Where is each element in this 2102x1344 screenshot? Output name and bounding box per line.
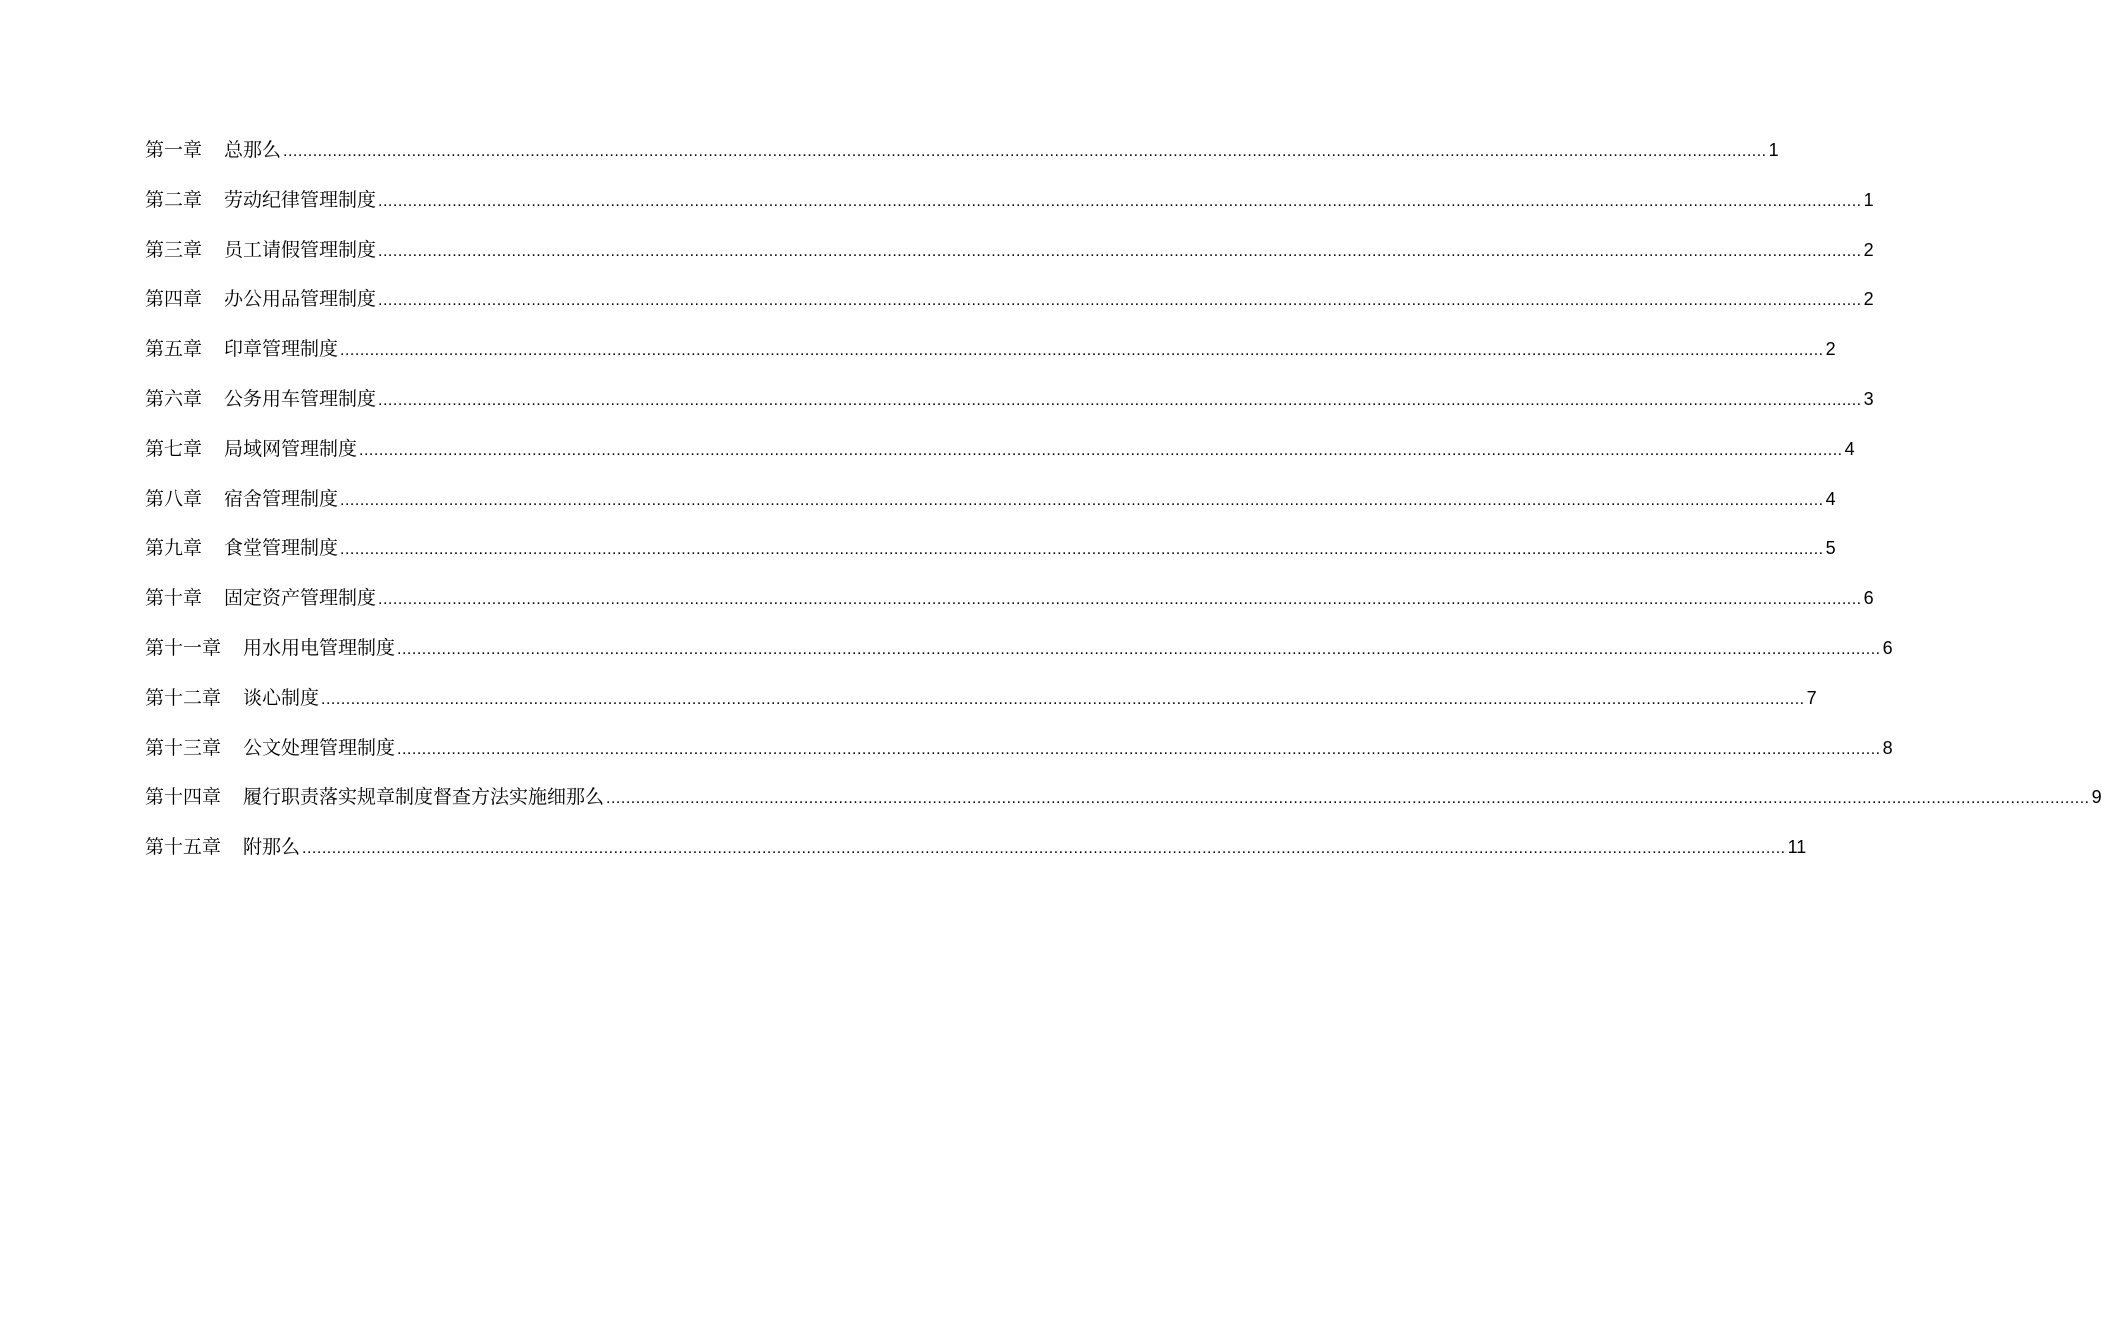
chapter-title: 劳动纪律管理制度: [224, 188, 377, 211]
chapter-title: 用水用电管理制度: [243, 636, 396, 659]
page-number: 1: [1863, 189, 1874, 210]
chapter-number: 第十章: [145, 587, 203, 610]
dot-leader: ............................................................................................................................................................................................................................................................................................................: [397, 740, 1881, 758]
toc-entry[interactable]: [145, 384, 1874, 434]
chapter-title: 局域网管理制度: [224, 437, 358, 460]
chapter-number: 第四章: [145, 288, 203, 311]
toc-entry[interactable]: [145, 235, 1874, 285]
chapter-title: 公文处理管理制度: [243, 736, 396, 759]
chapter-number: 第十四章: [145, 786, 222, 809]
dot-leader: ............................................................................................................................................................................................................................................................................................................: [321, 690, 1805, 708]
page-number: 2: [1863, 239, 1874, 260]
chapter-number: 第一章: [145, 139, 203, 161]
chapter-number: 第九章: [145, 537, 203, 560]
table-of-contents: [145, 135, 2102, 882]
page-number: 8: [1882, 737, 1893, 758]
toc-entry[interactable]: [145, 484, 1836, 534]
chapter-number: 第二章: [145, 188, 203, 211]
toc-entry[interactable]: [145, 832, 1807, 882]
toc-entry[interactable]: [145, 683, 1817, 733]
chapter-number: 第十三章: [145, 736, 222, 759]
dot-leader: ............................................................................................................................................................................................................................................................................................................: [378, 192, 1862, 210]
dot-leader: ............................................................................................................................................................................................................................................................................................................: [378, 242, 1862, 260]
chapter-title: 宿舍管理制度: [224, 487, 339, 510]
dot-leader: ............................................................................................................................................................................................................................................................................................................: [378, 391, 1862, 409]
page-number: 6: [1882, 637, 1893, 658]
page-number: 5: [1825, 538, 1836, 559]
toc-entry[interactable]: [145, 583, 1874, 633]
chapter-number: 第十五章: [145, 836, 222, 859]
dot-leader: ............................................................................................................................................................................................................................................................................................................: [359, 441, 1843, 459]
chapter-number: 第五章: [145, 338, 203, 361]
chapter-title: 总那么: [224, 139, 282, 161]
dot-leader: ............................................................................................................................................................................................................................................................................................................: [378, 591, 1862, 609]
chapter-title: 谈心制度: [243, 686, 320, 709]
chapter-title: 附那么: [243, 836, 301, 859]
page-number: 11: [1787, 837, 1807, 858]
page-number: 9: [2091, 787, 2102, 808]
page-number: 1: [1768, 140, 1779, 160]
toc-entry[interactable]: [145, 782, 2102, 832]
chapter-number: 第七章: [145, 437, 203, 460]
chapter-title: 公务用车管理制度: [224, 387, 377, 410]
chapter-number: 第十二章: [145, 686, 222, 709]
page-number: 7: [1806, 687, 1817, 708]
chapter-title: 固定资产管理制度: [224, 587, 377, 610]
chapter-title: 履行职责落实规章制度督查方法实施细那么: [243, 786, 605, 809]
toc-entry[interactable]: [145, 533, 1836, 583]
page-number: 4: [1825, 488, 1836, 509]
page-number: 4: [1844, 438, 1855, 459]
toc-entry[interactable]: [145, 185, 1874, 235]
dot-leader: ............................................................................................................................................................................................................................................................................................................: [378, 292, 1862, 310]
toc-entry[interactable]: [145, 733, 1893, 783]
chapter-title: 员工请假管理制度: [224, 238, 377, 261]
chapter-number: 第八章: [145, 487, 203, 510]
dot-leader: ............................................................................................................................................................................................................................................................................................................: [283, 143, 1767, 160]
chapter-number: 第六章: [145, 387, 203, 410]
chapter-title: 办公用品管理制度: [224, 288, 377, 311]
chapter-number: 第十一章: [145, 636, 222, 659]
dot-leader: ............................................................................................................................................................................................................................................................................................................: [340, 342, 1824, 360]
toc-entry[interactable]: [145, 434, 1855, 484]
page-number: 2: [1825, 339, 1836, 360]
toc-entry[interactable]: [145, 334, 1836, 384]
dot-leader: ............................................................................................................................................................................................................................................................................................................: [340, 541, 1824, 559]
toc-entry[interactable]: [145, 633, 1893, 683]
chapter-number: 第三章: [145, 238, 203, 261]
chapter-title: 食堂管理制度: [224, 537, 339, 560]
page-number: 3: [1863, 388, 1874, 409]
dot-leader: ............................................................................................................................................................................................................................................................................................................: [397, 640, 1881, 658]
dot-leader: ............................................................................................................................................................................................................................................................................................................: [340, 491, 1824, 509]
chapter-title: 印章管理制度: [224, 338, 339, 361]
page-number: 6: [1863, 588, 1874, 609]
toc-entry[interactable]: [145, 135, 1779, 185]
page-number: 2: [1863, 289, 1874, 310]
toc-entry[interactable]: [145, 284, 1874, 334]
dot-leader: ............................................................................................................................................................................................................................................................................................................: [302, 840, 1786, 858]
dot-leader: ............................................................................................................................................................................................................................................................................................................: [606, 790, 2090, 808]
